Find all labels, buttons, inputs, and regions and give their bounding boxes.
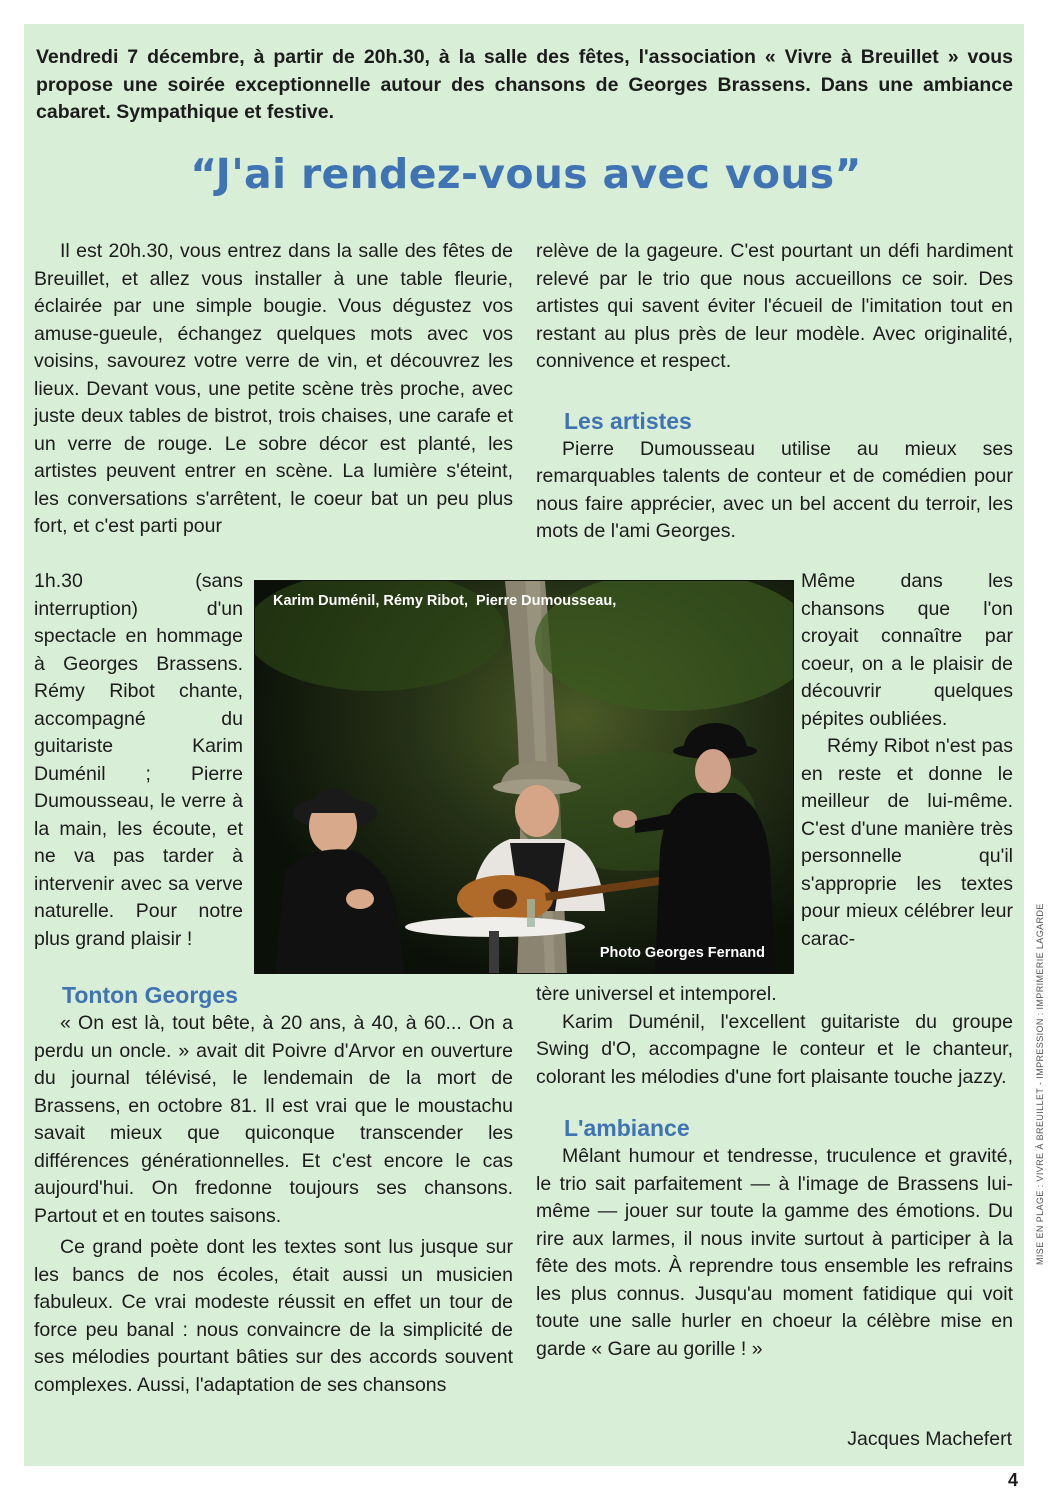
heading-ambiance: L'ambiance: [564, 1115, 690, 1141]
author-signature: Jacques Machefert: [847, 1428, 1012, 1450]
concert-photo: [254, 580, 794, 974]
tonton-paragraph-1: « On est là, tout bête, à 20 ans, à 40, à 60... On a perdu un oncle. » avait dit Poivre d'Arvor en ouverture du journal télévisé, le lendemain de la mort de Brassens, en octobre 81. Il est vrai que le moustachu savait mieux que quiconque transcender les différences générationnelles. Et c'est encore le cas aujourd'hui. On fredonne toujours ses chansons. Partout et en toutes saisons.: [34, 1012, 513, 1227]
artistes-paragraph-2: Rémy Ribot n'est pas en reste et donne le meilleur de lui-même. C'est d'une manière très personnelle qu'il s'approprie les textes pour mieux célébrer leur carac-: [801, 735, 1013, 950]
left-column-narrow: [34, 568, 243, 953]
page-number: 4: [1007, 1470, 1018, 1490]
heading-les-artistes: Les artistes: [564, 407, 692, 434]
ambiance-paragraph: Mêlant humour et tendresse, truculence et gravité, le trio sait parfaitement — à l'image de Brassens lui-même — jouer sur toute la gamme des émotions. Du rire aux larmes, il nous invite surtout à participer à la fête des mots. À reprendre tous ensemble les refrains les plus connus. Jusqu'au moment fatidique qui voit toute une salle hurler en choeur la célèbre mise en garde « Gare au gorille ! »: [536, 1145, 1013, 1360]
concert-photo-illustration: [255, 581, 793, 973]
photo-caption-names: Karim Duménil, Rémy Ribot, Pierre Dumousseau,: [273, 593, 617, 609]
photo-credit: Photo Georges Fernand: [599, 945, 765, 961]
article-headline: “J'ai rendez-vous avec vous”: [190, 150, 862, 198]
right-column-top: [536, 238, 1013, 546]
intro-paragraph: Vendredi 7 décembre, à partir de 20h.30, à la salle des fêtes, l'association « Vivre à Breuillet » vous propose une soirée exceptionnelle autour des chansons de Georges Brassens. Dans une ambiance cabaret. Sympathique et festive.: [36, 46, 1013, 123]
print-credit: MISE EN PLAGE : VIVRE À BREUILLET - IMPRESSION : IMPRIMERIE LAGARDE: [1035, 903, 1045, 1265]
artistes-paragraph-1: Pierre Dumousseau utilise au mieux ses remarquables talents de conteur et de comédien pour nous faire apprécier, avec un bel accent du terroir, les mots de l'ami Georges.: [536, 437, 1013, 542]
heading-tonton-georges: Tonton Georges: [62, 982, 238, 1008]
artistes-paragraph-1-continued: Même dans les chansons que l'on croyait connaître par coeur, on a le plaisir de découvrir quelques pépites oubliées.: [801, 570, 1013, 730]
intro-body-continued: 1h.30 (sans interruption) d'un spectacle en hommage à Georges Brassens. Rémy Ribot chante, accompagné du guitariste Karim Duménil ; Pierre Dumousseau, le verre à la main, les écoute, et ne va pas tarder à intervenir avec sa verve naturelle. Pour notre plus grand plaisir !: [34, 570, 243, 950]
right-column-bottom: [536, 981, 1013, 1363]
right-column-narrow: [801, 568, 1013, 953]
artistes-paragraph-3: Karim Duménil, l'excellent guitariste du groupe Swing d'O, accompagne le conteur et le chanteur, colorant les mélodies d'une fort plaisante touche jazzy.: [536, 1010, 1013, 1088]
tonton-paragraph-2: Ce grand poète dont les textes sont lus jusque sur les bancs de nos écoles, était aussi un musicien fabuleux. Ce vrai modeste réussit en effet un tour de force peu banal : nous convaincre de la simplicité de ses mélodies pourtant bâties sur des accords souvent complexes. Aussi, l'adaptation de ses chansons: [34, 1236, 513, 1396]
intro-body-paragraph: Il est 20h.30, vous entrez dans la salle des fêtes de Breuillet, et allez vous installer à une table fleurie, éclairée par une simple bougie. Vous dégustez vos amuse-gueule, échangez quelques mots avec vos voisins, savourez votre verre de vin, et découvrez les lieux. Devant vous, une petite scène très proche, avec juste deux tables de bistrot, trois chaises, une carafe et un verre de rouge. Le sobre décor est planté, les artistes peuvent entrer en scène. La lumière s'éteint, les conversations s'arrêtent, le coeur bat un peu plus fort, et c'est parti pour: [34, 240, 513, 537]
artistes-paragraph-2-end: tère universel et intemporel.: [536, 983, 777, 1005]
left-column-bottom: [34, 980, 513, 1399]
left-column-top: [34, 238, 513, 541]
gageure-paragraph: relève de la gageure. C'est pourtant un défi hardiment relevé par le trio que nous accueillons ce soir. Des artistes qui savent éviter l'écueil de l'imitation tout en restant au plus près de leur modèle. Avec originalité, connivence et respect.: [536, 240, 1013, 372]
